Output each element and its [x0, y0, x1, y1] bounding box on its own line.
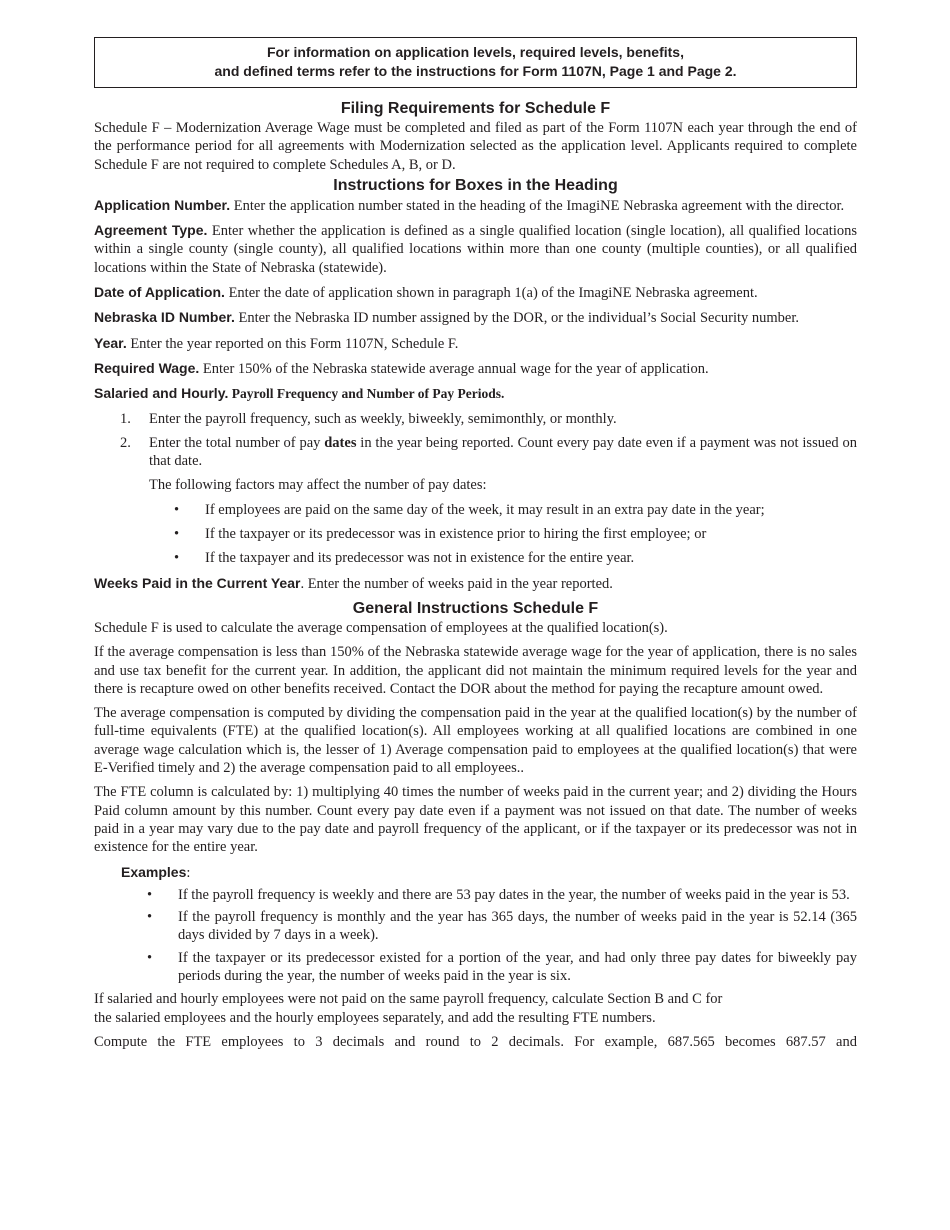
step-text-part: in the year being reported. Count every pay date even if a payment was not issued on that date.: [149, 434, 857, 470]
general-para-5: [94, 990, 857, 1027]
year-para: [94, 334, 857, 353]
bullet-icon: •: [147, 949, 153, 966]
application-number-text: Enter the application number stated in the heading of the ImagiNE Nebraska agreement with the director.: [230, 197, 845, 214]
factors-list: [94, 501, 857, 568]
required-wage-para: [94, 359, 857, 378]
general-para-1: Schedule F is used to calculate the average compensation of employees at the qualified location(s).: [94, 619, 668, 636]
filing-requirements-heading: Filing Requirements for Schedule F: [340, 100, 611, 117]
instructions-page: [94, 37, 857, 1051]
general-para-3: The average compensation is computed by dividing the compensation paid in the year at the qualified location(s) by the number of full-time equivalents (FTE) at the qualified location(s). All employees working at all qualified locations are combined in one average wage calculation which is, the lesser of 1) Average compensation paid to employees at the qualified location(s) that were E-Verified timely and 2) the average compensation paid to all employees..: [94, 705, 857, 777]
general-para-4: The FTE column is calculated by: 1) multiplying 40 times the number of weeks paid in the current year; and 2) dividing the Hours Paid column amount by this number. Count every pay date even if a payment was not issued on that date. The number of weeks paid in a year may vary due to the pay date and payroll frequency of the applicant, or if the taxpayer or its predecessor was not in existence for the entire year.: [94, 784, 857, 856]
examples-heading: [94, 863, 857, 882]
general-para-5-line-1: If salaried and hourly employees were not paid on the same payroll frequency, calculate Section B and C for: [94, 991, 723, 1008]
salaried-hourly-para: [94, 384, 857, 403]
year-text: Enter the year reported on this Form 1107N, Schedule F.: [126, 335, 459, 352]
agreement-type-text: Enter whether the application is defined as a single qualified location (single location), all qualified locations within a single county (single county), all qualified locations within more than one county (multiple counties), or all qualified locations within the State of Nebraska (statewide).: [94, 223, 857, 276]
general-para-6: Compute the FTE employees to 3 decimals and round to 2 decimals. For example, 687.565 becomes 687.57 and: [94, 1033, 857, 1050]
filing-requirements-text: Schedule F – Modernization Average Wage must be completed and filed as part of the Form 1107N each year through the end of the performance period for all agreements with Modernization selected as the application level. Applicants required to complete Schedule F are not required to complete Schedules A, B, or D.: [94, 120, 857, 173]
example-text: If the taxpayer or its predecessor existed for a portion of the year, and had only three pay dates for biweekly pay periods during the year, the number of weeks paid in the year is six.: [178, 949, 857, 984]
application-number-label: Application Number.: [94, 196, 231, 213]
step-number: 1.: [120, 410, 131, 427]
factors-intro: The following factors may affect the number of pay dates:: [149, 477, 487, 494]
list-item: [94, 908, 857, 945]
example-text: If the payroll frequency is weekly and there are 53 pay dates in the year, the number of weeks paid in the year is 53.: [178, 886, 850, 903]
step-text: Enter the payroll frequency, such as weekly, biweekly, semimonthly, or monthly.: [149, 410, 617, 427]
general-para-2: If the average compensation is less than 150% of the Nebraska statewide average wage for the year of application, there is no sales and use tax benefit for the current year. In addition, the applicant did not maintain the minimum required levels for the year and there is recapture owed on other benefits received. Contact the DOR about the method for paying the recapture amount owed.: [94, 644, 857, 697]
required-wage-text: Enter 150% of the Nebraska statewide average annual wage for the year of application.: [199, 360, 709, 377]
year-label: Year.: [94, 334, 127, 351]
list-item: [94, 525, 857, 543]
agreement-type-label: Agreement Type.: [94, 222, 208, 239]
example-text: If the payroll frequency is monthly and the year has 365 days, the number of weeks paid in the year is 52.14 (365 days divided by 7 days in a week).: [178, 909, 857, 944]
bullet-icon: •: [174, 526, 180, 543]
pay-period-steps: [94, 410, 857, 471]
agreement-type-para: [94, 221, 857, 277]
application-number-para: [94, 196, 857, 215]
bullet-icon: •: [147, 909, 153, 926]
nebraska-id-para: [94, 308, 857, 327]
date-of-application-text: Enter the date of application shown in paragraph 1(a) of the ImagiNE Nebraska agreement.: [224, 285, 758, 302]
weeks-paid-label: Weeks Paid in the Current Year: [94, 574, 301, 591]
weeks-paid-para: [94, 574, 857, 593]
general-para-5-line-2: the salaried employees and the hourly employees separately, and add the resulting FTE numbers.: [94, 1009, 656, 1026]
list-item: [94, 949, 857, 986]
list-item: [94, 501, 857, 519]
date-of-application-para: [94, 283, 857, 302]
list-item: [94, 410, 857, 428]
nebraska-id-label: Nebraska ID Number.: [94, 309, 235, 326]
info-notice-box: [94, 37, 857, 88]
weeks-paid-text: . Enter the number of weeks paid in the year reported.: [300, 575, 613, 592]
heading-boxes-heading: Instructions for Boxes in the Heading: [333, 176, 618, 194]
salaried-hourly-sublabel: Payroll Frequency and Number of Pay Periods.: [228, 386, 505, 402]
list-item: [94, 886, 857, 904]
notice-line-2: and defined terms refer to the instructions for Form 1107N, Page 1 and Page 2.: [214, 63, 737, 79]
list-item: [94, 434, 857, 471]
factor-text: If employees are paid on the same day of the week, it may result in an extra pay date in the year;: [205, 501, 765, 518]
step-number: 2.: [120, 434, 131, 451]
list-item: [94, 549, 857, 567]
step-text-emphasis: dates: [324, 434, 357, 451]
examples-colon: :: [186, 864, 191, 881]
nebraska-id-text: Enter the Nebraska ID number assigned by the DOR, or the individual’s Social Security number.: [234, 310, 800, 327]
general-instructions-heading: General Instructions Schedule F: [352, 599, 599, 617]
factor-text: If the taxpayer and its predecessor was not in existence for the entire year.: [205, 550, 635, 567]
examples-label: Examples: [121, 863, 187, 880]
bullet-icon: •: [147, 886, 153, 903]
salaried-hourly-label: Salaried and Hourly.: [94, 385, 229, 402]
date-of-application-label: Date of Application.: [94, 284, 225, 301]
factor-text: If the taxpayer or its predecessor was in existence prior to hiring the first employee; or: [205, 526, 707, 543]
required-wage-label: Required Wage.: [94, 359, 200, 376]
step-text-part: Enter the total number of pay: [149, 434, 325, 451]
bullet-icon: •: [174, 501, 180, 518]
step-text: [149, 434, 857, 471]
examples-list: [94, 886, 857, 985]
notice-line-1: For information on application levels, required levels, benefits,: [267, 44, 684, 60]
bullet-icon: •: [174, 550, 180, 567]
